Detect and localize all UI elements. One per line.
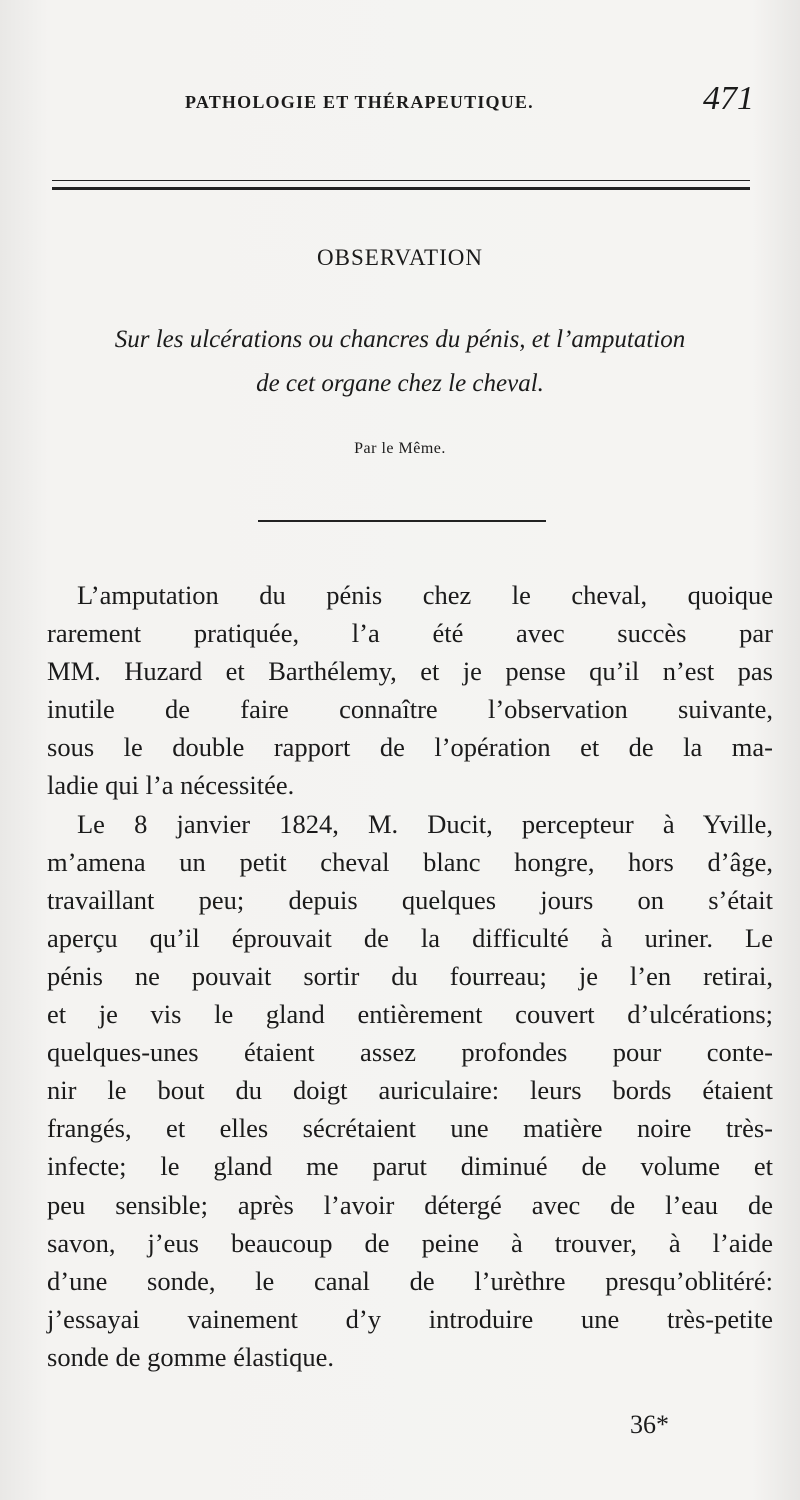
text-line: sonde de gomme élastique. [47, 1341, 335, 1372]
header-rule-thick [52, 187, 750, 190]
text-line: d’une sonde, le canal de l’urèthre presqu’oblitéré: [47, 1265, 773, 1296]
body-text [47, 576, 773, 1376]
text-line: L’amputation du pénis chez le cheval, quoique [77, 580, 773, 610]
text-line: j’essayai vainement d’y introduire une très-petite [47, 1303, 773, 1334]
text-line: Le 8 janvier 1824, M. Ducit, percepteur à Yville, [77, 808, 773, 839]
article-title: OBSERVATION [317, 245, 483, 270]
text-line: infecte; le gland me parut diminué de volume et [47, 1151, 773, 1182]
byline: Par le Même. [354, 440, 446, 457]
text-line: MM. Huzard et Barthélemy, et je pense qu’il n’est pas [47, 656, 773, 687]
text-line: travaillant peu; depuis quelques jours on s’était [47, 884, 773, 915]
text-line: m’amena un petit cheval blanc hongre, hors d’âge, [47, 846, 773, 877]
signature-mark: 36* [630, 1410, 669, 1439]
text-line: pénis ne pouvait sortir du fourreau; je l’en retirai, [47, 960, 773, 991]
section-rule [258, 520, 546, 522]
paragraph [47, 805, 773, 1376]
text-line: sous le double rapport de l’opération et de la ma- [47, 732, 773, 763]
running-head: PATHOLOGIE ET THÉRAPEUTIQUE. [185, 92, 534, 112]
subtitle-line: de cet organe chez le cheval. [256, 370, 544, 397]
text-line: inutile de faire connaître l’observation suivante, [47, 694, 773, 725]
text-line: et je vis le gland entièrement couvert d’ulcérations; [47, 999, 773, 1030]
paragraph [47, 576, 773, 805]
subtitle-line: Sur les ulcérations ou chancres du pénis, et l’amputation [114, 326, 686, 353]
text-line: ladie qui l’a nécessitée. [47, 770, 295, 801]
text-line: rarement pratiquée, l’a été avec succès par [47, 618, 773, 649]
page-number: 471 [703, 80, 754, 117]
text-line: savon, j’eus beaucoup de peine à trouver, à l’aide [47, 1227, 773, 1258]
text-line: quelques-unes étaient assez profondes pour conte- [47, 1037, 773, 1068]
text-line: nir le bout du doigt auriculaire: leurs bords étaient [47, 1075, 773, 1106]
article-subtitle [30, 318, 770, 406]
text-line: aperçu qu’il éprouvait de la difficulté à uriner. Le [47, 922, 773, 953]
text-line: frangés, et elles sécrétaient une matière noire très- [47, 1113, 773, 1144]
text-line: peu sensible; après l’avoir détergé avec de l’eau de [47, 1189, 773, 1220]
header-rule-thin [52, 180, 750, 181]
